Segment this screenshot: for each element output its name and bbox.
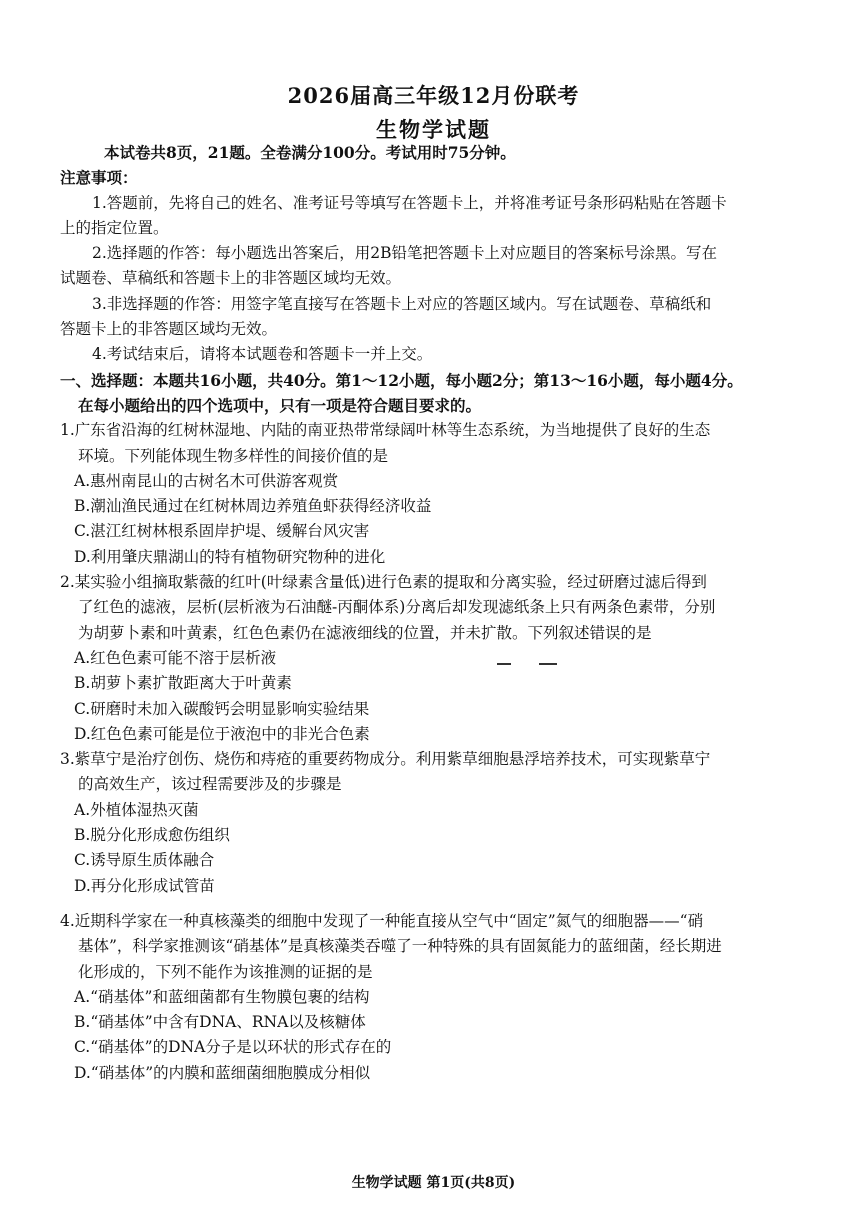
question-stem: 为胡萝卜素和叶黄素，红色色素仍在滤液细线的位置，并未扩散。下列叙述错误的是	[78, 623, 652, 642]
exam-subject-title: 生物学试题	[376, 117, 491, 142]
question-stem: 的高效生产，该过程需要涉及的步骤是	[78, 775, 342, 794]
question-stem: 2.某实验小组摘取紫薇的红叶(叶绿素含量低)进行色素的提取和分离实验，经过研磨过滤后得到	[60, 573, 707, 592]
notice-item-2: 2.选择题的作答：每小题选出答案后，用2B铅笔把答题卡上对应题目的答案标号涂黑。写在	[92, 244, 718, 263]
question-stem: 环境。下列能体现生物多样性的间接价值的是	[78, 446, 389, 465]
option-d: D.利用肇庆鼎湖山的特有植物研究物种的进化	[74, 547, 386, 566]
option-b: B.潮汕渔民通过在红树林周边养殖鱼虾获得经济收益	[74, 497, 432, 516]
notice-heading: 注意事项：	[60, 168, 138, 188]
exam-body	[60, 140, 820, 1086]
question-1	[60, 418, 820, 570]
question-2	[60, 570, 820, 747]
exam-info: 本试卷共8页，21题。全卷满分100分。考试用时75分钟。	[104, 143, 516, 162]
notice-item-3: 3.非选择题的作答：用签字笔直接写在答题卡上对应的答题区域内。写在试题卷、草稿纸和	[92, 294, 712, 313]
option-b: B.“硝基体”中含有DNA、RNA以及核糖体	[74, 1013, 366, 1032]
question-stem: 4.近期科学家在一种真核藻类的细胞中发现了一种能直接从空气中“固定”氮气的细胞器——“硝	[60, 911, 704, 930]
option-a: A.惠州南昆山的古树名木可供游客观赏	[74, 471, 339, 490]
question-stem: 化形成的，下列不能作为该推测的证据的是	[78, 962, 373, 981]
scan-mark	[539, 663, 557, 665]
option-b: B.脱分化形成愈伤组织	[74, 826, 230, 845]
option-c: C.诱导原生质体融合	[74, 851, 215, 870]
notice-item-2-cont: 试题卷、草稿纸和答题卡上的非答题区域均无效。	[60, 269, 402, 288]
notice-section	[60, 165, 820, 367]
exam-title: 2026届高三年级12月份联考	[287, 83, 580, 108]
question-stem: 3.紫草宁是治疗创伤、烧伤和痔疮的重要药物成分。利用紫草细胞悬浮培养技术，可实现紫草宁	[60, 750, 711, 769]
question-stem: 1.广东省沿海的红树林湿地、内陆的南亚热带常绿阔叶林等生态系统，为当地提供了良好的生态	[60, 421, 711, 440]
scan-mark	[497, 663, 511, 665]
question-4	[60, 909, 820, 1086]
option-c: C.研磨时未加入碳酸钙会明显影响实验结果	[74, 699, 370, 718]
option-d: D.再分化形成试管苗	[74, 876, 215, 895]
question-stem: 基体”，科学家推测该“硝基体”是真核藻类吞噬了一种特殊的具有固氮能力的蓝细菌，经长期进	[78, 937, 722, 956]
option-a: A.红色色素可能不溶于层析液	[74, 648, 277, 667]
option-b: B.胡萝卜素扩散距离大于叶黄素	[74, 674, 292, 693]
option-c: C.“硝基体”的DNA分子是以环状的形式存在的	[74, 1038, 392, 1057]
option-d: D.“硝基体”的内膜和蓝细菌细胞膜成分相似	[74, 1063, 371, 1082]
notice-item-3-cont: 答题卡上的非答题区域均无效。	[60, 320, 278, 339]
option-a: A.外植体湿热灭菌	[74, 800, 199, 819]
section-heading: 一、选择题：本题共16小题，共40分。第1～12小题，每小题2分；第13～16小题，每小题4分。	[60, 370, 743, 390]
section-instruction: 在每小题给出的四个选项中，只有一项是符合题目要求的。	[78, 395, 482, 415]
option-d: D.红色色素可能是位于液泡中的非光合色素	[74, 724, 370, 743]
option-a: A.“硝基体”和蓝细菌都有生物膜包裹的结构	[74, 987, 370, 1006]
notice-item-1-cont: 上的指定位置。	[60, 218, 169, 237]
question-stem: 了红色的滤液，层析(层析液为石油醚-丙酮体系)分离后却发现滤纸条上只有两条色素带，分别	[78, 598, 716, 617]
notice-item-1: 1.答题前，先将自己的姓名、准考证号等填写在答题卡上，并将准考证号条形码粘贴在答题卡	[92, 193, 727, 212]
question-3	[60, 747, 820, 899]
page-footer: 生物学试题 第1页(共8页)	[351, 1175, 516, 1191]
notice-item-4: 4.考试结束后，请将本试题卷和答题卡一并上交。	[92, 345, 433, 364]
option-c: C.湛江红树林根系固岸护堤、缓解台风灾害	[74, 522, 370, 541]
